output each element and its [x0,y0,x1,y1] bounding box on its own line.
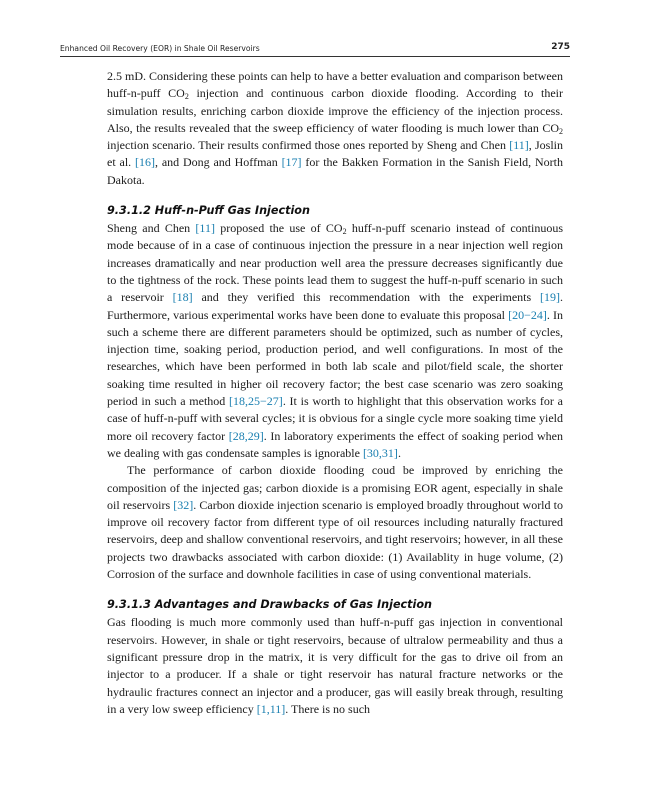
running-header [60,42,570,56]
citation-link[interactable]: [18,25−27] [229,394,283,409]
paragraph-huff-n-puff: Sheng and Chen [11] proposed the use of $CO_2$ huff-n-puff scenario instead of continuous mode because of in a case of continuous injection the pressure in a near injection well region increases dramatically and near production well area the pressure decreases significantly due to the tightness of the rock. These points lead them to suggest the huff-n-puff scenario in such a reservoir [18] and they verified this recommendation with the experiments [19]. Furthermore, various experimental works have been done to evaluate this proposal [20−24]. In such a scheme there are different parameters should be optimized, such as number of cycles, injection time, soaking period, production period, and well configurations. In most of the researches, which have been performed in both lab scale and pilot/field scale, the shorter soaking time resulted in higher oil recovery factor; the best case scenario was zero soaking period in such a method [18,25−27]. It is worth to highlight that this observation works for a case of huff-n-puff with several cycles; it is obvious for a single cycle more soaking time yield more oil recovery factor [28,29]. In laboratory experiments the effect of soaking period when we dealing with gas condensate samples is ignorable [30,31]. [107,221,564,460]
citation-link[interactable]: [32] [173,497,194,512]
subscript: 2 [342,227,347,237]
citation-link[interactable]: [11] [509,138,529,153]
citation-link[interactable]: [28,29] [228,428,264,443]
subscript: 2 [184,92,189,102]
paragraph-continuation: 2.5 mD. Considering these points can help to have a better evaluation and comparison between huff-n-puff $CO_2$ injection and continuous carbon dioxide flooding. According to their simulation results, enriching carbon dioxide improve the efficiency of the injection process. Also, the results revealed that the sweep efficiency of water flooding is much lower than $CO_2$ injection scenario. Their results confirmed those ones reported by Sheng and Chen [11], Joslin et al. [16], and Dong and Hoffman [17] for the Bakken Formation in the Sanish Field, North Dakota. [107,69,564,187]
subscript: 2 [559,126,563,136]
citation-link[interactable]: [20−24] [508,307,547,322]
running-title: Enhanced Oil Recovery (EOR) in Shale Oil Reservoirs [60,44,260,53]
citation-link[interactable]: [17] [281,155,302,170]
citation-link[interactable]: [19] [539,290,560,305]
citation-link[interactable]: [11] [195,221,215,236]
section-heading-huff-n-puff: 9.3.1.2 Huff-n-Puff Gas Injection [107,204,310,218]
citation-link[interactable]: [16] [134,155,155,170]
page-number: 275 [551,42,570,52]
section-heading-advantages: 9.3.1.3 Advantages and Drawbacks of Gas Injection [107,598,432,612]
header-rule [60,56,570,57]
citation-link[interactable]: [30,31] [362,445,398,460]
citation-link[interactable]: [1,11] [256,701,286,716]
body-text [107,68,563,718]
citation-link[interactable]: [18] [172,290,193,305]
paragraph-advantages: Gas flooding is much more commonly used than huff-n-puff gas injection in conventional reservoirs. However, in shale or tight reservoirs, because of ultralow permeability and thus a significant pressure drop in the matrix, it is very difficult for the gas to drive oil from an injector to a producer. If a shale or tight reservoir has natural fracture networks or the hydraulic fractures connect an injector and a producer, gas will easily break through, resulting in a very low sweep efficiency [1,11]. There is no such [107,615,563,716]
paragraph-co2-performance: The performance of carbon dioxide flooding coud be improved by enriching the composition of the injected gas; carbon dioxide is a promising EOR agent, especially in shale oil reservoirs [32]. Carbon dioxide injection scenario is employed broadly throughout world to improve oil recovery factor from different type of oil resources including naturally fractured reservoirs, deep and shallow conventional reservoirs, and tight reservoirs; however, in all these projects two drawbacks associated with carbon dioxide: (1) Availablity in huge volume, (2) Corrosion of the surface and downhole facilities in case of using conventional materials. [107,463,564,582]
